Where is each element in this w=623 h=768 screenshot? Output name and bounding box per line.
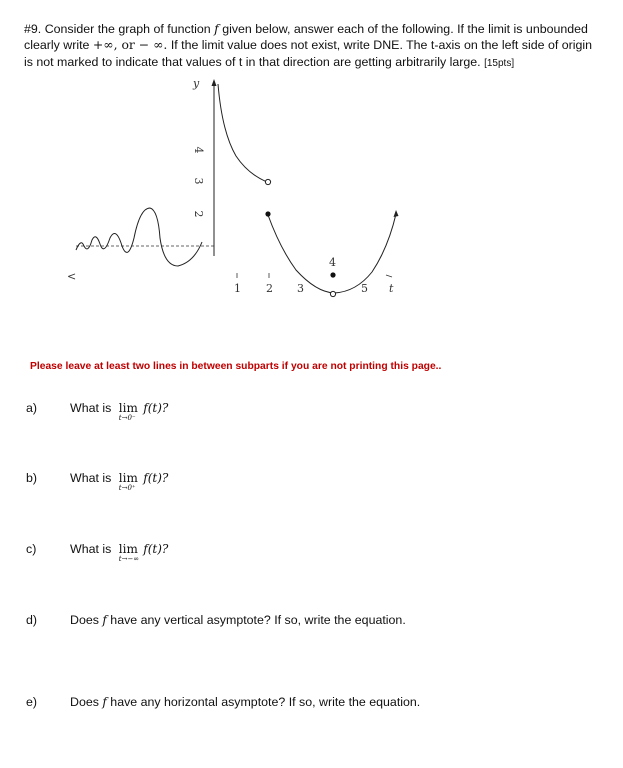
question-e-function-symbol: f <box>102 695 107 709</box>
question-b-expression: f(t)? <box>143 471 169 485</box>
points-value: [15pts] <box>484 57 515 69</box>
question-d-text <box>70 613 406 627</box>
y-tick-3: 3 <box>192 177 205 185</box>
curve-lower-parabola <box>268 214 396 293</box>
t-tick-1: 1 <box>234 282 241 295</box>
question-e-prefix: Does <box>70 695 99 709</box>
question-a-expression: f(t)? <box>143 401 169 415</box>
y-tick-4: 4 <box>192 146 205 154</box>
question-c-expression: f(t)? <box>143 542 169 556</box>
closed-dot-t4 <box>330 272 335 277</box>
question-b <box>0 471 623 501</box>
curve-left-oscillation <box>76 208 202 266</box>
infinity-options: +∞, or − ∞. <box>92 37 168 53</box>
limit-subscript: t→0⁻ <box>118 414 136 422</box>
question-c-label: c) <box>26 542 37 556</box>
question-e-body: have any horizontal asymptote? If so, write the equation. <box>110 695 421 709</box>
limit-word: lim <box>118 401 138 415</box>
intro-text-3: If the limit value does not exist, write DNE. The t-axis on the left side of origin is not marked to indicate that values of t in that direction are getting arbitrarily large. <box>24 38 593 69</box>
intro-text-1: Consider the graph of function <box>44 22 211 36</box>
question-a-limit <box>118 401 138 422</box>
curve-right-upper <box>218 84 267 182</box>
curve-end-arrow <box>394 210 399 217</box>
question-a-prefix: What is <box>70 401 112 415</box>
open-circle-t1 <box>265 179 270 184</box>
question-d-function-symbol: f <box>102 613 107 627</box>
problem-statement <box>24 21 602 72</box>
question-e <box>0 695 623 725</box>
question-d <box>0 613 623 643</box>
question-a-text <box>70 401 169 422</box>
y-axis-label: y <box>193 77 200 90</box>
question-c-prefix: What is <box>70 542 112 556</box>
open-circle-t4 <box>330 291 335 296</box>
question-d-body: have any vertical asymptote? If so, write the equation. <box>110 613 406 627</box>
question-b-text <box>70 471 169 492</box>
t-tick-4: 4 <box>329 256 336 269</box>
t-axis-right-arrow <box>386 275 392 277</box>
question-b-prefix: What is <box>70 471 112 485</box>
limit-word: lim <box>118 542 138 556</box>
t-tick-5: 5 <box>361 282 368 295</box>
question-b-limit <box>118 471 138 492</box>
question-b-label: b) <box>26 471 38 485</box>
question-e-label: e) <box>26 695 38 709</box>
closed-dot-t1 <box>265 211 270 216</box>
question-e-text <box>70 695 420 709</box>
limit-subscript: t→−∞ <box>118 555 140 563</box>
t-tick-3: 3 <box>297 282 304 295</box>
question-c-limit <box>118 542 140 563</box>
print-note: Please leave at least two lines in between subparts if you are not printing this page.. <box>30 361 442 372</box>
question-a <box>0 401 623 431</box>
t-tick-2: 2 <box>266 282 273 295</box>
limit-word: lim <box>118 471 138 485</box>
question-d-label: d) <box>26 613 38 627</box>
question-a-label: a) <box>26 401 38 415</box>
problem-number: #9. <box>24 22 42 36</box>
question-c <box>0 542 623 572</box>
y-axis-arrow <box>212 79 217 86</box>
y-tick-2: 2 <box>192 210 205 218</box>
function-graph <box>0 70 623 310</box>
function-symbol: f <box>214 21 219 36</box>
t-axis-label: t <box>389 282 394 295</box>
question-d-prefix: Does <box>70 613 99 627</box>
intro-text-2: given below, answer each of the following. If the limit is unbounded clearly write <box>24 22 588 53</box>
question-c-text <box>70 542 169 563</box>
limit-subscript: t→0⁺ <box>118 484 136 492</box>
left-direction-arrow: < <box>67 270 77 283</box>
